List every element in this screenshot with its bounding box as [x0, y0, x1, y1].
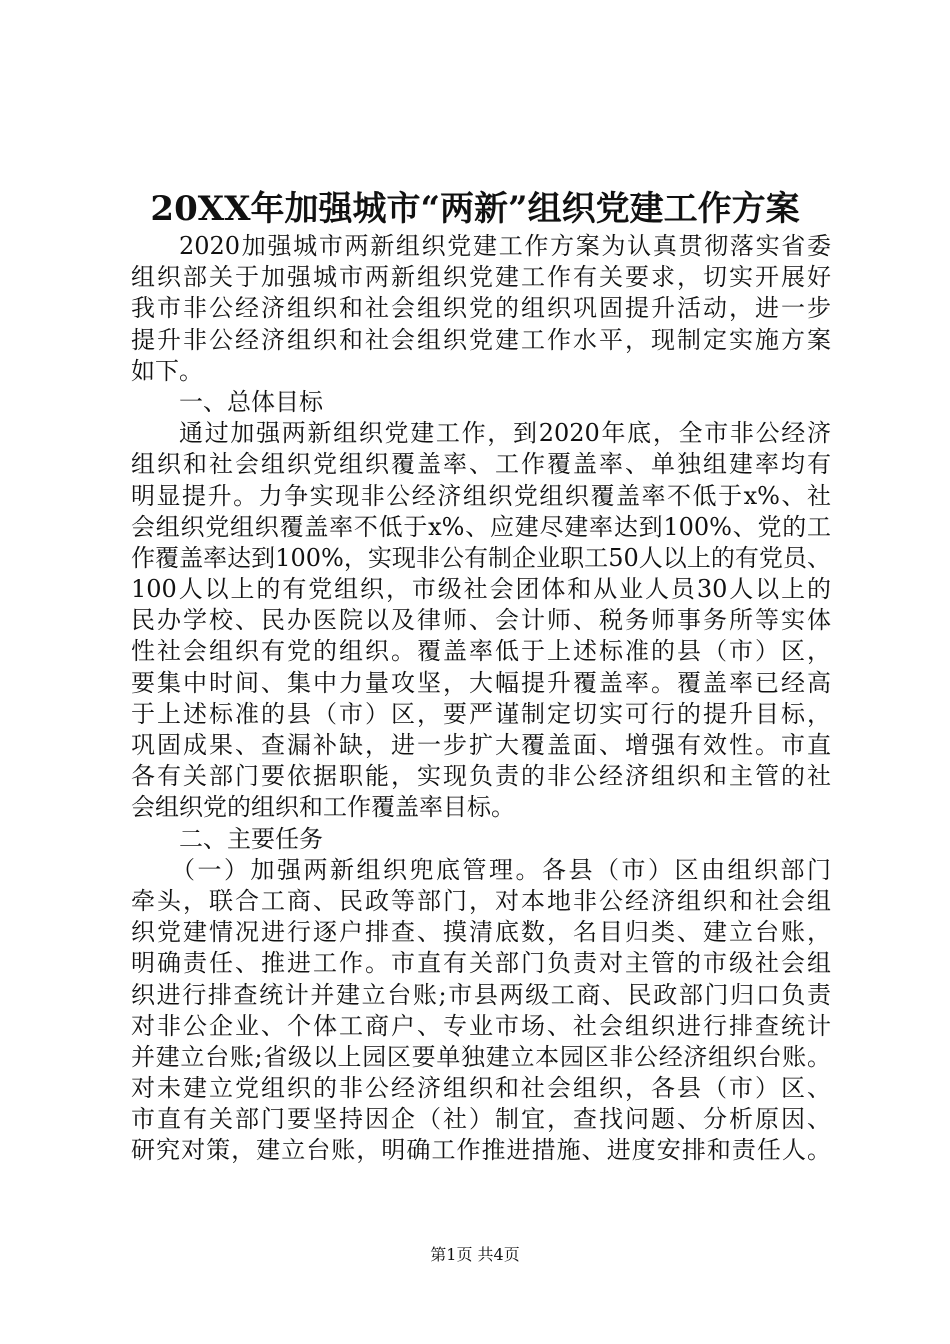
paragraph-line: 会组织党组织覆盖率不低于x%、应建尽建率达到100%、党的工: [131, 512, 831, 541]
paragraph-line: 民办学校、民办医院以及律师、会计师、税务师事务所等实体: [131, 606, 831, 635]
paragraph-line: 提升非公经济组织和社会组织党建工作水平，现制定实施方案: [131, 325, 831, 354]
paragraph-line: 对非公企业、个体工商户、专业市场、社会组织进行排查统计: [131, 1011, 831, 1040]
section-heading: 一、总体目标: [179, 387, 323, 416]
paragraph-line: 于上述标准的县（市）区，要严谨制定切实可行的提升目标，: [131, 699, 831, 728]
document-body: [131, 231, 831, 1167]
paragraph-line: 明确责任、推进工作。市直有关部门负责对主管的市级社会组: [131, 949, 831, 978]
paragraph-line: 通过加强两新组织党建工作，到2020年底，全市非公经济: [179, 419, 831, 448]
paragraph-line: 100人以上的有党组织，市级社会团体和从业人员30人以上的: [131, 575, 831, 604]
paragraph-line: 性社会组织有党的组织。覆盖率低于上述标准的县（市）区，: [131, 637, 831, 666]
paragraph-line: 研究对策，建立台账，明确工作推进措施、进度安排和责任人。: [131, 1136, 831, 1165]
paragraph-line: 对未建立党组织的非公经济组织和社会组织，各县（市）区、: [131, 1074, 831, 1103]
paragraph-line: 如下。: [131, 356, 203, 385]
paragraph-line: 要集中时间、集中力量攻坚，大幅提升覆盖率。覆盖率已经高: [131, 668, 831, 697]
page-number-footer: 第1页 共4页: [430, 1245, 520, 1264]
paragraph-line: 市直有关部门要坚持因企（社）制宜，查找问题、分析原因、: [131, 1105, 831, 1134]
paragraph-line: 织党建情况进行逐户排查、摸清底数，名目归类、建立台账，: [131, 918, 831, 947]
paragraph-line: 明显提升。力争实现非公经济组织党组织覆盖率不低于x%、社: [131, 481, 831, 510]
paragraph-line: 作覆盖率达到100%，实现非公有制企业职工50人以上的有党员、: [131, 543, 831, 572]
section-heading: 二、主要任务: [179, 824, 323, 853]
paragraph-line: 我市非公经济组织和社会组织党的组织巩固提升活动，进一步: [131, 294, 831, 323]
paragraph-line: 2020加强城市两新组织党建工作方案为认真贯彻落实省委: [179, 232, 831, 260]
paragraph-line: 牵头，联合工商、民政等部门，对本地非公经济组织和社会组: [131, 886, 831, 915]
paragraph-line: （一）加强两新组织兜底管理。各县（市）区由组织部门: [171, 855, 831, 884]
paragraph-line: 组织和社会组织党组织覆盖率、工作覆盖率、单独组建率均有: [131, 450, 831, 479]
paragraph-line: 织进行排查统计并建立台账;市县两级工商、民政部门归口负责: [131, 980, 831, 1009]
paragraph-line: 会组织党的组织和工作覆盖率目标。: [131, 793, 515, 822]
paragraph-line: 各有关部门要依据职能，实现负责的非公经济组织和主管的社: [131, 762, 831, 791]
paragraph-line: 巩固成果、查漏补缺，进一步扩大覆盖面、增强有效性。市直: [131, 731, 831, 759]
paragraph-line: 组织部关于加强城市两新组织党建工作有关要求，切实开展好: [131, 263, 831, 292]
document-title: 20XX年加强城市“两新”组织党建工作方案: [150, 189, 800, 229]
paragraph-line: 并建立台账;省级以上园区要单独建立本园区非公经济组织台账。: [131, 1042, 831, 1071]
